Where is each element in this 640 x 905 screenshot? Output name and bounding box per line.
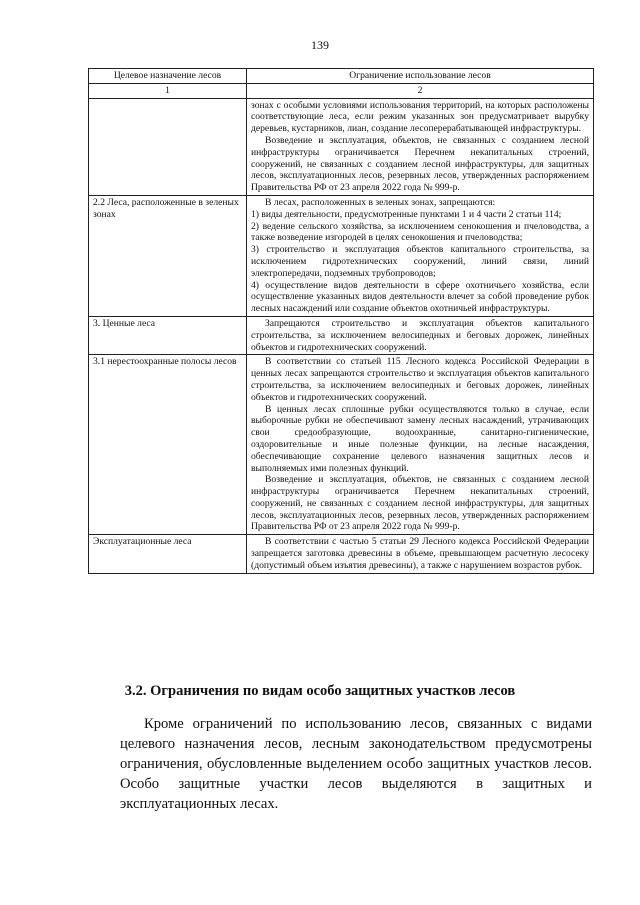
- restriction-paragraph: В соответствии со статьей 115 Лесного кодекса Российской Федерации в ценных лесах запрещаются строительство и эксплуатация объектов капитального строительства, за исключением велосипедных и беговых дорожек, линейных объектов и гидротехнических сооружений.: [251, 356, 589, 403]
- restriction-paragraph: Запрещаются строительство и эксплуатация объектов капитального строительства, за исключением велосипедных и беговых дорожек, линейных объектов и гидротехнических сооружений.: [251, 317, 589, 353]
- section-heading: 3.2. Ограничения по видам особо защитных участков лесов: [124, 683, 516, 699]
- column-header-purpose: Целевое назначение лесов: [89, 69, 247, 84]
- restriction-paragraph: В лесах, расположенных в зеленых зонах, запрещаются:: [265, 196, 496, 208]
- restriction-paragraph: 2) ведение сельского хозяйства, за исключением сенокошения и пчеловодства, а также возведение изгородей в целях сенокошения и пчеловодства;: [251, 220, 589, 244]
- restriction-paragraph: Возведение и эксплуатация, объектов, не связанных с созданием лесной инфраструктуры ограничивается Перечнем некапитальных строений, сооружений, не связанных с созданием лесной инфраструктуры, для защитных лесов, эксплуатационных лесов, резервных лесов, утвержденных распоряжением Правительства РФ от 23 апреля 2022 года № 999-р.: [251, 474, 589, 533]
- table-header-row: [89, 69, 594, 84]
- table-row: [89, 195, 594, 316]
- restriction-paragraph: 3) строительство и эксплуатация объектов капитального строительства, за исключением гидротехнических сооружений, линий связи, линий электропередачи, подземных трубопроводов;: [251, 244, 589, 279]
- row-purpose-cell: [89, 98, 247, 195]
- section-body-text: Кроме ограничений по использованию лесов, связанных с видами целевого назначения лесов, лесным законодательством предусмотрены ограничения, обусловленные выделением особо защитных участков лесов. Особо защитные участки лесов выделяются в защитных и эксплуатационных лесах.: [120, 716, 592, 812]
- row-purpose-cell: 2.2 Леса, расположенные в зеленых зонах: [89, 195, 247, 316]
- row-purpose-cell: Эксплуатационные леса: [89, 535, 247, 573]
- row-restriction-cell: [247, 535, 594, 573]
- column-number-row: [89, 83, 594, 98]
- restriction-paragraph: 1) виды деятельности, предусмотренные пунктами 1 и 4 части 2 статьи 114;: [251, 208, 562, 220]
- table-row: [89, 535, 594, 573]
- row-restriction-cell: [247, 355, 594, 535]
- restriction-paragraph: Возведение и эксплуатация, объектов, не связанных с созданием лесной инфраструктуры ограничивается Перечнем некапитальных строений, сооружений, не связанных с созданием лесной инфраструктуры, для защитных лесов, эксплуатационных лесов, резервных лесов, утвержденных распоряжением Правительства РФ от 23 апреля 2022 года № 999-р.: [251, 134, 589, 194]
- restriction-paragraph: В ценных лесах сплошные рубки осуществляются только в случае, если выборочные рубки не обеспечивают замену лесных насаждений, утрачивающих свои средообразующие, водоохранные, санитарно-гигиенические, оздоровительные и иные полезные функции, на лесные насаждения, обеспечивающие сохранение целевого назначения защитных лесов и выполняемых ими полезных функций.: [251, 403, 589, 474]
- row-restriction-cell: [247, 195, 594, 316]
- column-number-1: 1: [89, 83, 247, 98]
- restrictions-table: [88, 68, 594, 574]
- page-number: 139: [311, 38, 329, 52]
- restriction-paragraph: зонах с особыми условиями использования территорий, на которых расположены соответствующие леса, если режим указанных зон предусматривает вырубку деревьев, кустарников, лиан, создание лесоперерабатывающей инфраструктуры.: [251, 99, 589, 135]
- table-row: [89, 98, 594, 195]
- column-number-2: 2: [247, 83, 594, 98]
- restriction-paragraph: В соответствии с частью 5 статьи 29 Лесного кодекса Российской Федерации запрещается заготовка древесины в объеме, превышающем расчетную лесосеку (допустимый объем изъятия древесины), а также с нарушением возрастов рубок.: [251, 536, 589, 571]
- column-header-restriction: Ограничение использование лесов: [247, 69, 594, 84]
- table-row: [89, 355, 594, 535]
- restriction-paragraph: 4) осуществление видов деятельности в сфере охотничьего хозяйства, если осуществление указанных видов деятельности влечет за собой проведение рубок лесных насаждений или создание объектов охотничьей инфраструктуры.: [251, 279, 589, 315]
- row-purpose-cell: 3. Ценные леса: [89, 316, 247, 354]
- row-restriction-cell: [247, 98, 594, 195]
- table-row: [89, 316, 594, 354]
- row-restriction-cell: [247, 316, 594, 354]
- row-purpose-cell: 3.1 нерестоохранные полосы лесов: [89, 355, 247, 535]
